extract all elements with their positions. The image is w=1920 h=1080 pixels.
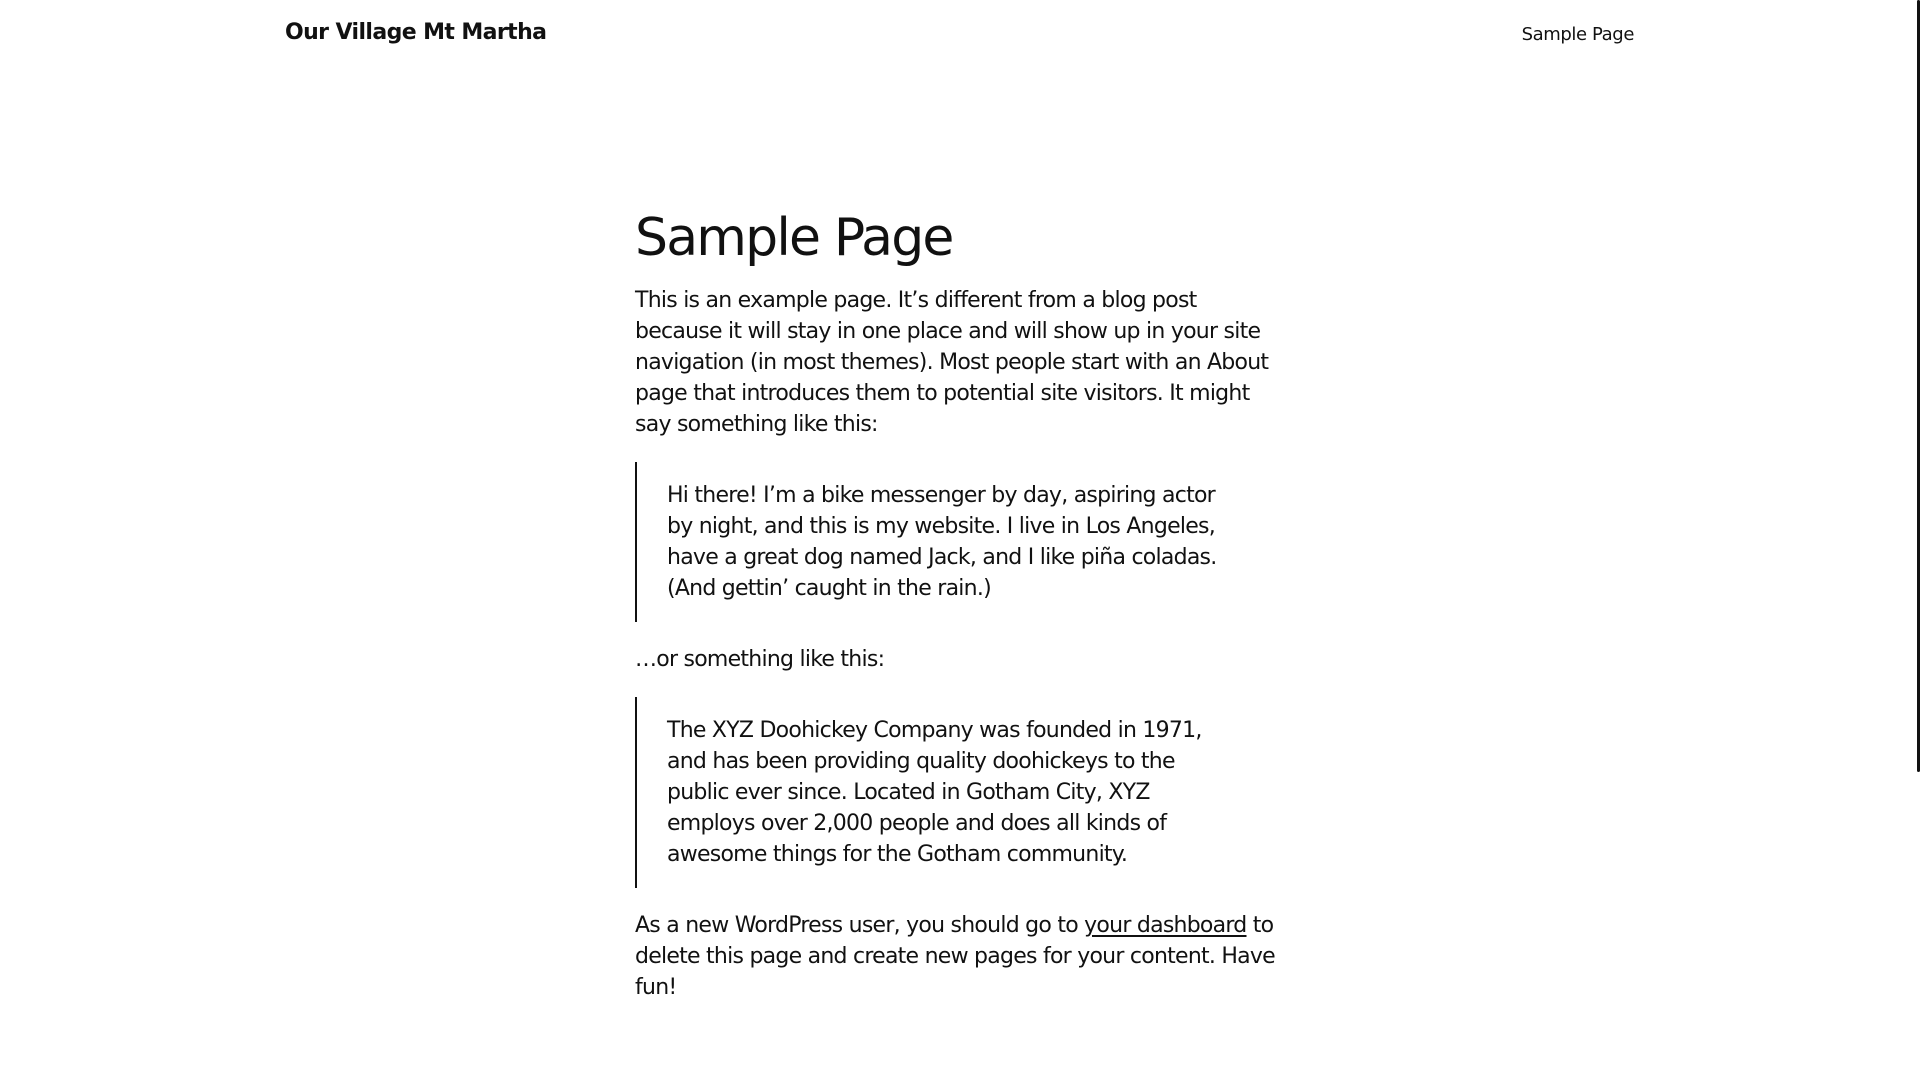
primary-nav [1410, 24, 1634, 45]
closing-paragraph [635, 910, 1275, 1003]
quote-text: The XYZ Doohickey Company was founded in 1971, and has been providing quality doohickeys to the public ever since. Located in Gotham City, XYZ employs over 2,000 people and does all kinds of awesome things for the Gotham community. [667, 718, 1202, 867]
site-title-link[interactable]: Our Village Mt Martha [285, 20, 547, 45]
intro-paragraph: This is an example page. It’s different from a blog post because it will stay in one place and will show up in your site navigation (in most themes). Most people start with an About page that introduces them to potential site visitors. It might say something like this: [635, 288, 1269, 437]
main-content [635, 205, 1275, 1003]
blockquote-doohickey-company [635, 697, 1227, 888]
nav-link-sample-page[interactable]: Sample Page [1521, 24, 1634, 45]
nav-item-sample-page [1410, 24, 1634, 45]
quote-text: Hi there! I’m a bike messenger by day, aspiring actor by night, and this is my website. I live in Los Angeles, have a great dog named Jack, and I like piña coladas. (And gettin’ caught in the rain.) [667, 483, 1217, 601]
closing-text-before: As a new WordPress user, you should go to [635, 913, 1085, 938]
page-title: Sample Page [635, 208, 953, 268]
blockquote-bike-messenger [635, 462, 1227, 622]
dashboard-link[interactable]: your dashboard [1084, 913, 1247, 938]
closing-text-after: to delete this page and create new pages for your content. Have fun! [635, 913, 1275, 1000]
middle-paragraph: …or something like this: [635, 647, 885, 672]
